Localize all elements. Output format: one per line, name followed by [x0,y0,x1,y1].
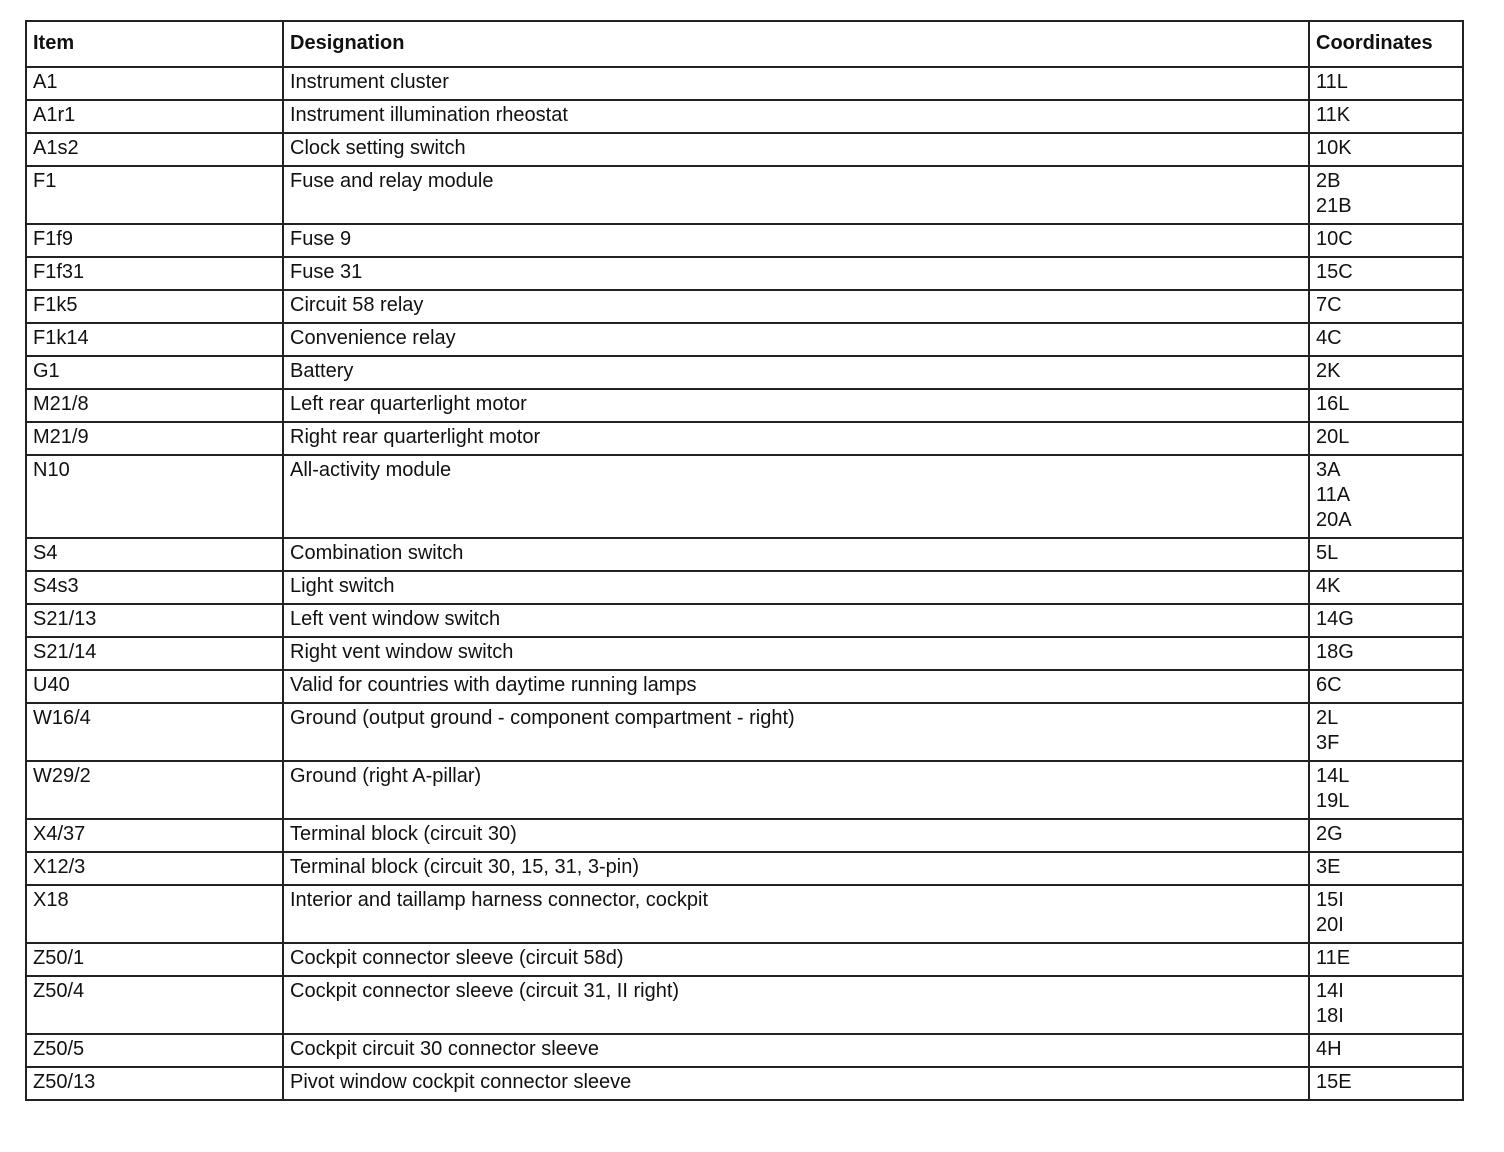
cell-item: F1k14 [26,323,283,356]
coordinate-value: 5L [1316,542,1339,564]
coordinate-value: 2L [1316,707,1339,729]
coordinate-value: 11K [1316,104,1351,126]
cell-designation: Instrument illumination rheostat [283,100,1309,133]
table-row [26,885,1463,943]
table-row [26,637,1463,670]
cell-designation: Terminal block (circuit 30, 15, 31, 3-pin) [283,852,1309,885]
cell-item: G1 [26,356,283,389]
table-row [26,166,1463,224]
cell-coordinates [1309,852,1463,885]
cell-coordinates [1309,761,1463,819]
table-row [26,224,1463,257]
table-row [26,1067,1463,1100]
cell-coordinates [1309,637,1463,670]
cell-designation: Right vent window switch [283,637,1309,670]
cell-item: S21/13 [26,604,283,637]
coordinate-value: 3A [1316,459,1341,481]
cell-designation: Convenience relay [283,323,1309,356]
coordinate-value: 21B [1316,195,1352,217]
table-row [26,422,1463,455]
cell-item: Z50/13 [26,1067,283,1100]
cell-item: F1 [26,166,283,224]
cell-coordinates [1309,943,1463,976]
cell-coordinates [1309,100,1463,133]
coordinate-value: 2B [1316,170,1341,192]
table-row [26,976,1463,1034]
cell-item: X12/3 [26,852,283,885]
coordinate-value: 11E [1316,947,1351,969]
cell-coordinates [1309,1067,1463,1100]
coordinate-value: 7C [1316,294,1342,316]
coordinate-value: 18I [1316,1005,1344,1027]
cell-coordinates [1309,67,1463,100]
cell-designation: Right rear quarterlight motor [283,422,1309,455]
cell-item: X4/37 [26,819,283,852]
table-row [26,67,1463,100]
cell-designation: Left vent window switch [283,604,1309,637]
cell-item: X18 [26,885,283,943]
coordinate-value: 11L [1316,71,1348,93]
coordinate-value: 15E [1316,1071,1352,1093]
coordinate-value: 14L [1316,765,1350,787]
cell-coordinates [1309,885,1463,943]
cell-designation: Fuse and relay module [283,166,1309,224]
cell-coordinates [1309,571,1463,604]
cell-coordinates [1309,257,1463,290]
cell-coordinates [1309,1034,1463,1067]
header-row [26,21,1463,67]
cell-coordinates [1309,356,1463,389]
cell-designation: Cockpit connector sleeve (circuit 58d) [283,943,1309,976]
cell-designation: Cockpit circuit 30 connector sleeve [283,1034,1309,1067]
coordinate-value: 14I [1316,980,1344,1002]
cell-designation: Ground (right A-pillar) [283,761,1309,819]
cell-designation: Pivot window cockpit connector sleeve [283,1067,1309,1100]
cell-coordinates [1309,290,1463,323]
coordinate-value: 20A [1316,509,1352,531]
cell-coordinates [1309,670,1463,703]
table-body [26,67,1463,1100]
cell-designation: Valid for countries with daytime running lamps [283,670,1309,703]
cell-designation: Interior and taillamp harness connector, cockpit [283,885,1309,943]
table-row [26,389,1463,422]
cell-item: S21/14 [26,637,283,670]
cell-item: S4s3 [26,571,283,604]
coordinate-value: 19L [1316,790,1350,812]
table-row [26,1034,1463,1067]
cell-designation: Left rear quarterlight motor [283,389,1309,422]
cell-item: A1 [26,67,283,100]
coordinate-value: 10C [1316,228,1353,250]
cell-designation: Circuit 58 relay [283,290,1309,323]
cell-designation: Clock setting switch [283,133,1309,166]
header-designation: Designation [283,21,1309,67]
table-row [26,323,1463,356]
coordinate-value: 18G [1316,641,1354,663]
component-legend-table [25,20,1464,1101]
coordinate-value: 3E [1316,856,1341,878]
cell-item: Z50/1 [26,943,283,976]
table-row [26,538,1463,571]
header-coordinates: Coordinates [1309,21,1463,67]
cell-coordinates [1309,224,1463,257]
cell-designation: All-activity module [283,455,1309,538]
cell-coordinates [1309,538,1463,571]
cell-item: F1f9 [26,224,283,257]
cell-coordinates [1309,133,1463,166]
table-row [26,703,1463,761]
cell-designation: Fuse 9 [283,224,1309,257]
coordinate-value: 2G [1316,823,1343,845]
cell-designation: Ground (output ground - component compartment - right) [283,703,1309,761]
cell-coordinates [1309,422,1463,455]
coordinate-value: 2K [1316,360,1341,382]
coordinate-value: 6C [1316,674,1342,696]
cell-item: N10 [26,455,283,538]
table-row [26,133,1463,166]
cell-coordinates [1309,604,1463,637]
cell-coordinates [1309,976,1463,1034]
cell-item: F1k5 [26,290,283,323]
table-row [26,819,1463,852]
coordinate-value: 4C [1316,327,1342,349]
cell-item: Z50/5 [26,1034,283,1067]
table-row [26,943,1463,976]
cell-designation: Instrument cluster [283,67,1309,100]
cell-item: Z50/4 [26,976,283,1034]
coordinate-value: 20L [1316,426,1350,448]
cell-item: M21/8 [26,389,283,422]
cell-item: S4 [26,538,283,571]
cell-item: U40 [26,670,283,703]
cell-item: M21/9 [26,422,283,455]
table-row [26,290,1463,323]
coordinate-value: 16L [1316,393,1350,415]
cell-coordinates [1309,323,1463,356]
coordinate-value: 11A [1316,484,1351,506]
table-row [26,670,1463,703]
cell-item: F1f31 [26,257,283,290]
cell-designation: Light switch [283,571,1309,604]
cell-designation: Terminal block (circuit 30) [283,819,1309,852]
cell-coordinates [1309,455,1463,538]
table-row [26,852,1463,885]
coordinate-value: 4K [1316,575,1341,597]
cell-item: A1s2 [26,133,283,166]
table-row [26,761,1463,819]
coordinate-value: 10K [1316,137,1352,159]
header-item: Item [26,21,283,67]
cell-designation: Cockpit connector sleeve (circuit 31, II right) [283,976,1309,1034]
cell-item: W29/2 [26,761,283,819]
cell-item: A1r1 [26,100,283,133]
coordinate-value: 15C [1316,261,1353,283]
coordinate-value: 4H [1316,1038,1342,1060]
cell-coordinates [1309,166,1463,224]
table-row [26,604,1463,637]
coordinate-value: 20I [1316,914,1344,936]
table-row [26,455,1463,538]
cell-designation: Fuse 31 [283,257,1309,290]
cell-designation: Battery [283,356,1309,389]
table-row [26,257,1463,290]
table-row [26,100,1463,133]
cell-item: W16/4 [26,703,283,761]
cell-designation: Combination switch [283,538,1309,571]
cell-coordinates [1309,819,1463,852]
coordinate-value: 15I [1316,889,1344,911]
cell-coordinates [1309,389,1463,422]
coordinate-value: 3F [1316,732,1340,754]
cell-coordinates [1309,703,1463,761]
table-row [26,571,1463,604]
table-row [26,356,1463,389]
coordinate-value: 14G [1316,608,1354,630]
